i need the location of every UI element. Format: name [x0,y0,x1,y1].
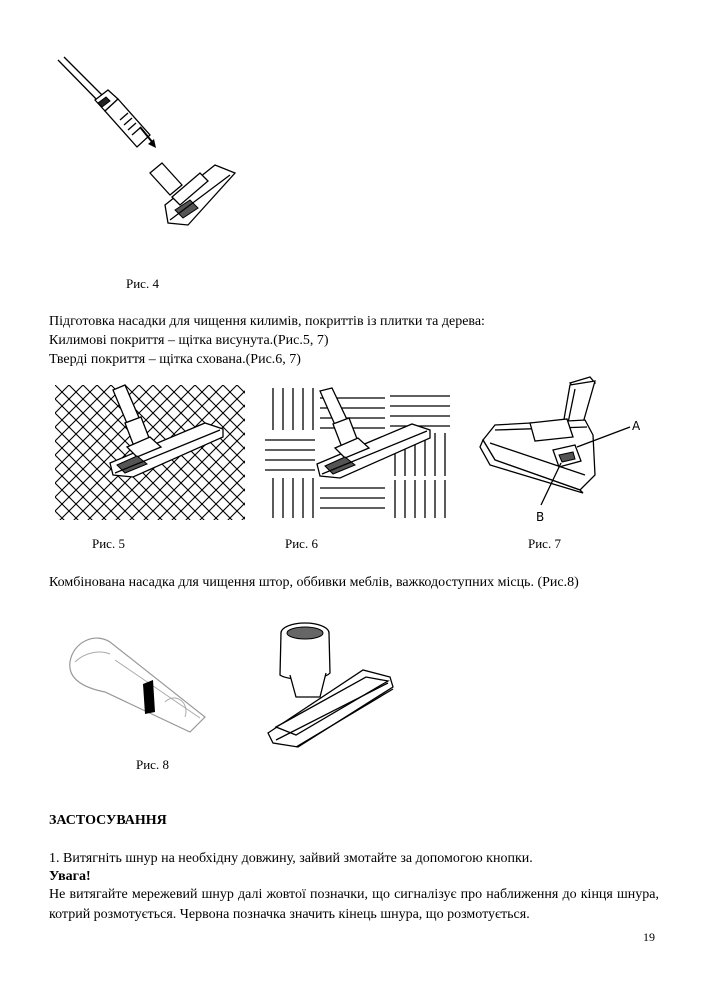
figure-4-illustration [50,55,230,235]
figure-6-illustration [265,388,450,518]
usage-heading: ЗАСТОСУВАННЯ [49,813,167,828]
figure-8-caption: Рис. 8 [136,757,169,772]
warning-label: Увага! [49,869,91,884]
figure-5-illustration [55,385,245,520]
figure-7-label-b: B [536,510,545,524]
figure-7-caption: Рис. 7 [528,536,561,551]
figure-7-illustration [475,375,665,525]
page-number: 19 [643,930,655,944]
figure-7-label-a: A [632,419,641,433]
figure-6-caption: Рис. 6 [285,536,318,551]
carpet-prep-intro: Підготовка насадки для чищення килимів, покриттів із плитки та дерева: [49,314,485,329]
figure-5-caption: Рис. 5 [92,536,125,551]
carpet-brush-out-text: Килимові покриття – щітка висунута.(Рис.5, 7) [49,333,329,348]
figure-8-upholstery-tool [268,615,398,750]
warning-text: Не витягайте мережевий шнур далі жовтої позначки, що сигналізує про наближення до кінця шнура, котрий розмотується. Червона позначка значить кінець шнура, що розмотується. [49,887,659,922]
figure-8-crevice-tool [65,632,215,732]
usage-step-1: 1. Витягніть шнур на необхідну довжину, зайвий змотайте за допомогою кнопки. [49,851,533,866]
hard-floor-brush-in-text: Тверді покриття – щітка схована.(Рис.6, 7) [49,352,301,367]
combo-nozzle-text: Комбінована насадка для чищення штор, оббивки меблів, важкодоступних місць. (Рис.8) [49,575,579,590]
figure-4-caption: Рис. 4 [126,276,159,291]
